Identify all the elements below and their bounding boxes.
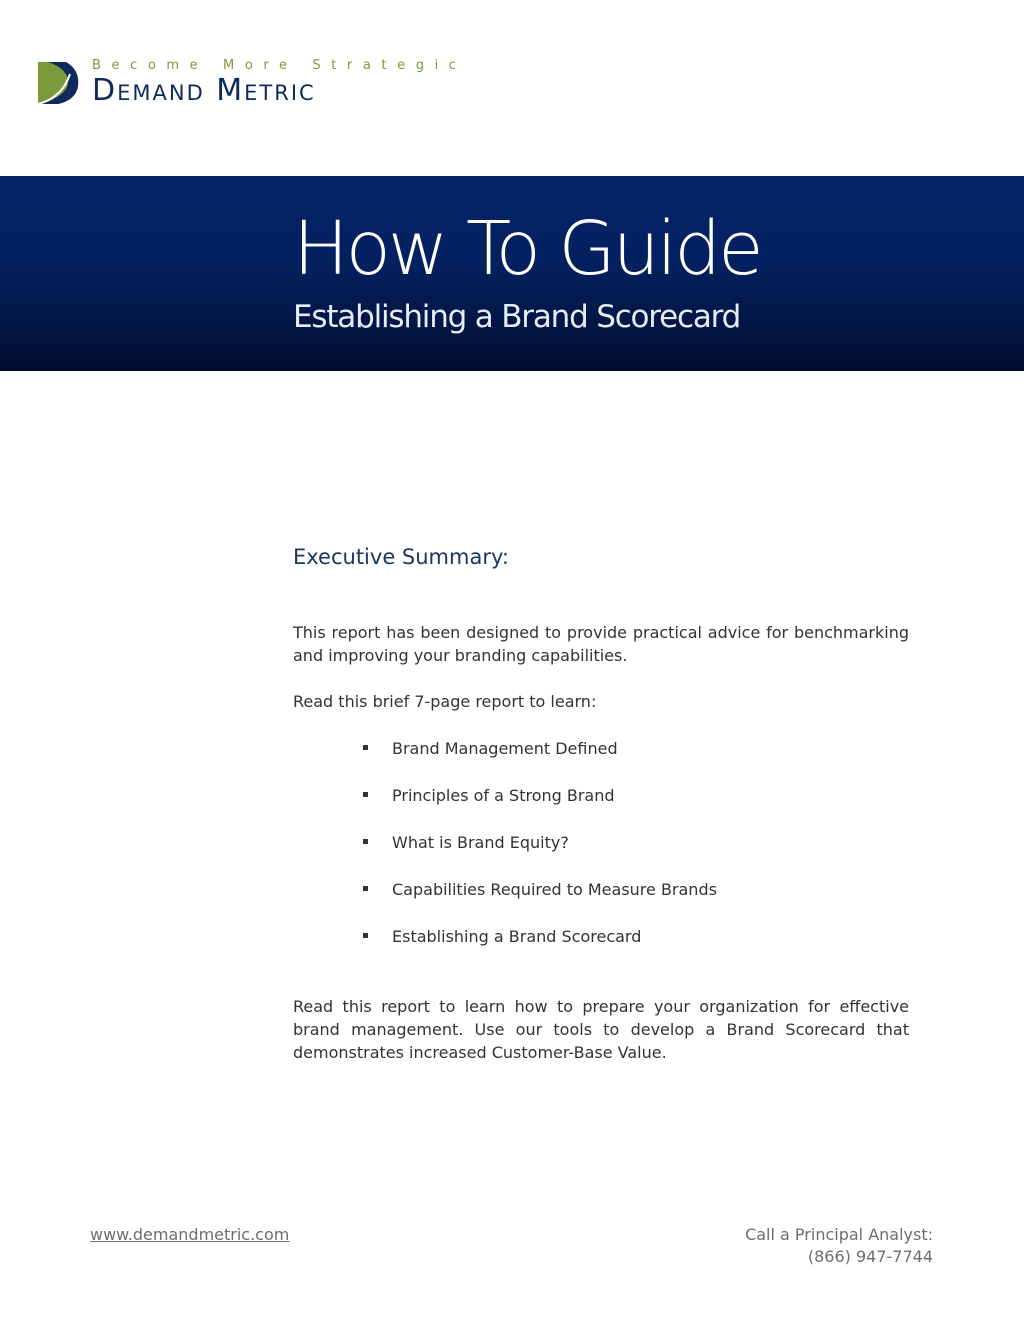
contact-label: Call a Principal Analyst: [745, 1225, 933, 1244]
footer-contact [745, 1224, 933, 1268]
page-subtitle: Establishing a Brand Scorecard [293, 299, 741, 335]
list-item [293, 784, 909, 807]
bullet-square-icon [363, 839, 368, 844]
list-item-text: Establishing a Brand Scorecard [392, 927, 642, 946]
executive-summary [293, 540, 909, 1064]
bullet-square-icon [363, 745, 368, 750]
list-item-text: Capabilities Required to Measure Brands [392, 880, 717, 899]
demand-metric-logo-icon [36, 60, 80, 104]
list-item-text: What is Brand Equity? [392, 833, 569, 852]
list-item-text: Principles of a Strong Brand [392, 786, 615, 805]
bullet-square-icon [363, 792, 368, 797]
section-heading: Executive Summary: [293, 545, 509, 569]
bullet-square-icon [363, 933, 368, 938]
intro-paragraph: This report has been designed to provide practical advice for benchmarking and improving your branding capabilities. [293, 623, 909, 665]
website-link[interactable]: www.demandmetric.com [90, 1225, 290, 1244]
logo-tagline: Become More Strategic [92, 58, 467, 73]
title-banner [0, 176, 1024, 371]
list-item-text: Brand Management Defined [392, 739, 618, 758]
list-item [293, 831, 909, 854]
topic-list [293, 737, 909, 948]
logo-brand-name: Demand Metric [92, 73, 316, 108]
list-item [293, 925, 909, 948]
list-item [293, 737, 909, 760]
list-item [293, 878, 909, 901]
bullet-square-icon [363, 886, 368, 891]
closing-paragraph: Read this report to learn how to prepare your organization for effective brand management. Use our tools to develop a Brand Scorecard that demonstrates increased Customer-Base Value. [293, 997, 909, 1062]
lead-in-paragraph: Read this brief 7-page report to learn: [293, 692, 597, 711]
contact-phone: (866) 947-7744 [807, 1247, 933, 1266]
page-title: How To Guide [293, 206, 761, 292]
